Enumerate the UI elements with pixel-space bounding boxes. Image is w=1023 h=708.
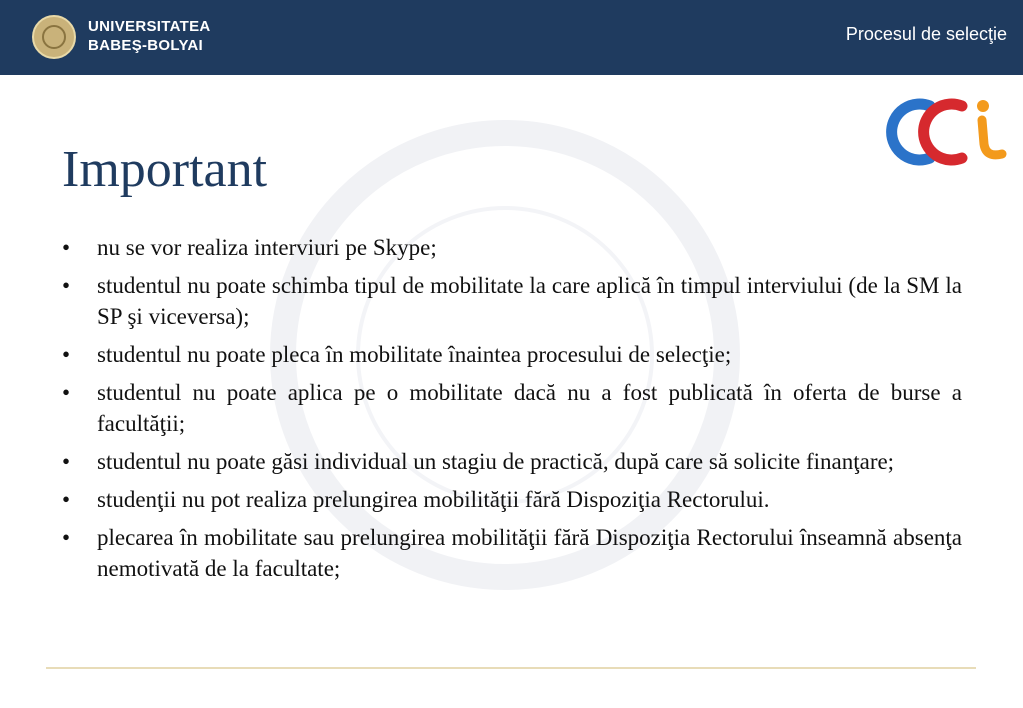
university-name (88, 17, 211, 55)
section-title: Procesul de selecţie (845, 24, 1007, 44)
bullet-item: • studentul nu poate găsi individual un stagiu de practică, după care să solicite finanţare; (62, 446, 962, 477)
university-seal-icon (32, 15, 76, 59)
bullet-item: • studentul nu poate aplica pe o mobilitate dacă nu a fost publicată în oferta de burse a facultăţii; (62, 377, 962, 439)
bullet-item: • studenţii nu pot realiza prelungirea mobilităţii fără Dispoziţia Rectorului. (62, 484, 962, 515)
header-bar (0, 0, 1023, 75)
slide-title: Important (62, 141, 268, 198)
university-name-line1: UNIVERSITATEA (88, 18, 211, 35)
cci-logo-icon (886, 92, 1010, 172)
university-name-line2: BABEŞ-BOLYAI (88, 37, 204, 54)
bullet-list (62, 232, 962, 591)
bullet-item: • plecarea în mobilitate sau prelungirea mobilităţii fără Dispoziţia Rectorului înseamnă absenţa nemotivată de la facultate; (62, 522, 962, 584)
bullet-item: • studentul nu poate schimba tipul de mobilitate la care aplică în timpul interviului (de la SM la SP şi viceversa); (62, 270, 962, 332)
bullet-item: • studentul nu poate pleca în mobilitate înaintea procesului de selecţie; (62, 339, 962, 370)
footer-divider (46, 667, 976, 669)
bullet-item: • nu se vor realiza interviuri pe Skype; (62, 232, 962, 263)
